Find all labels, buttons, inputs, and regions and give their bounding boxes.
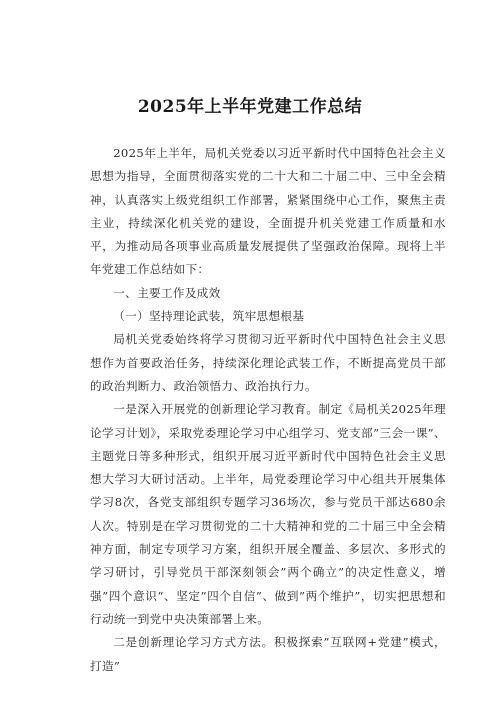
body-paragraph: 局机关党委始终将学习贯彻习近平新时代中国特色社会主义思想作为首要政治任务，持续深化理论武装工作，不断提高党员干部的政治判断力、政治领悟力、政治执行力。 [90,332,446,393]
section-heading: 一、主要工作及成效 [113,285,221,300]
subsection-heading: （一）坚持理论武装，筑牢思想根基 [113,309,305,324]
body-paragraph: 一是深入开展党的创新理论学习教育。制定《局机关2025年理论学习计划》，采取党委理论学习中心组学习、党支部”三会一课”、主题党日等多种形式，组织开展习近平新时代中国特色社会主义思想大学习大研讨活动。上半年，局党委理论学习中心组共开展集体学习8次，各党支部组织专题学习36场次，参与党员干部达680余人次。特别是在学习贯彻党的二十大精神和党的二十届三中全会精神方面，制定专项学习方案，组织开展全覆盖、多层次、多形式的学习研讨，引导党员干部深刻领会”两个确立”的决定性意义，增强”四个意识“、坚定”四个自信”、做到”两个维护”，切实把思想和行动统一到党中央决策部署上来。 [90,402,446,626]
intro-paragraph: 2025年上半年，局机关党委以习近平新时代中国特色社会主义思想为指导，全面贯彻落实党的二十大和二十届二中、三中全会精神，认真落实上级党组织工作部署，紧紧围绕中心工作，聚焦主责主业，持续深化机关党的建设，全面提升机关党建工作质量和水平，为推动局各项事业高质量发展提供了坚强政治保障。现将上半年党建工作总结如下： [90,146,446,277]
document-body [90,142,446,673]
body-paragraph: 二是创新理论学习方式方法。积极探索”互联网+党建”模式，打造” [90,635,446,673]
document-title: 2025年上半年党建工作总结 [137,97,363,117]
